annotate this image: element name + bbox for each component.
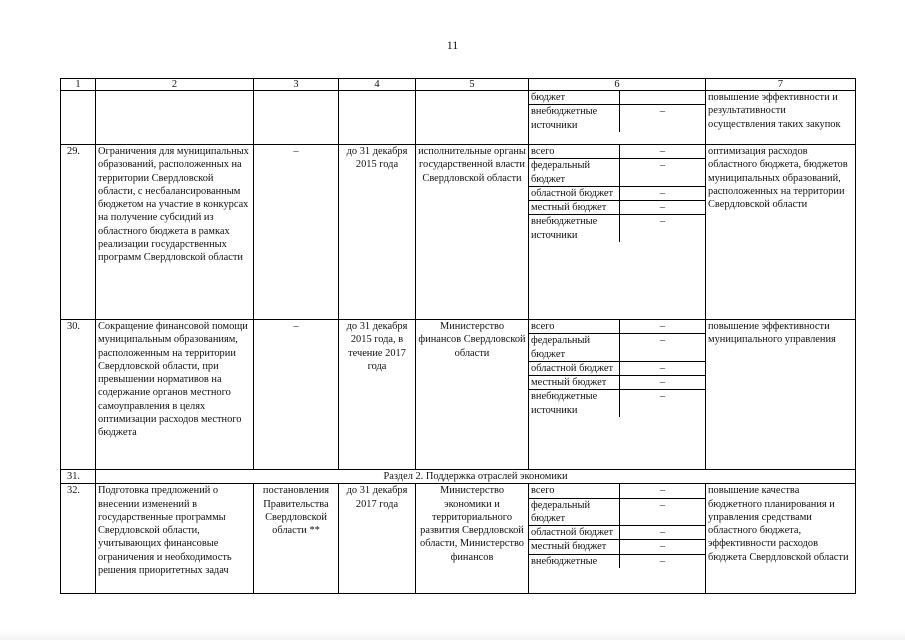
executor-cell: Министерство финансов Свердловской области	[416, 320, 529, 470]
source-value	[620, 91, 705, 105]
section-row	[61, 470, 856, 484]
measure-cell: Сокращение финансовой помощи муниципальным образованиям, расположенным на территории Свердловской области, при превышении нормативов на содержание органов местного самоуправления в целях оптимизации расходов местного бюджета	[96, 320, 254, 470]
source-value: –	[620, 540, 705, 554]
source-label: областной бюджет	[529, 526, 620, 540]
page-number: 11	[446, 38, 459, 52]
scan-edge	[0, 630, 905, 640]
source-value: –	[620, 105, 705, 132]
source-value: –	[620, 186, 705, 200]
row-number: 30.	[61, 320, 96, 470]
source-label: местный бюджет	[529, 201, 620, 215]
table-row	[61, 484, 856, 594]
source-label: всего	[529, 145, 620, 159]
source-label: внебюджетные источники	[531, 391, 598, 416]
header-cell: 7	[706, 79, 856, 91]
document-cell: –	[254, 145, 339, 320]
source-value: –	[620, 554, 705, 568]
source-label: областной бюджет	[529, 186, 620, 200]
executor-cell: исполнительные органы государственной власти Свердловской области	[416, 145, 529, 320]
funding-sources-cell	[529, 484, 706, 594]
source-label: федеральный бюджет	[529, 159, 620, 187]
source-value: –	[620, 390, 705, 417]
table-header-row	[61, 79, 856, 91]
source-label: внебюджетные источники	[531, 216, 598, 241]
source-label: областной бюджет	[529, 361, 620, 375]
source-value: –	[620, 320, 705, 334]
result-cell: повышение эффективности и результативности осуществления таких закупок	[706, 91, 856, 145]
funding-sources-cell	[529, 320, 706, 470]
deadline-cell: до 31 декабря 2017 года	[339, 484, 416, 594]
table-row	[61, 91, 856, 145]
header-cell: 6	[529, 79, 706, 91]
result-cell: оптимизация расходов областного бюджета, бюджетов муниципальных образований, расположенных на территории Свердловской области	[706, 145, 856, 320]
measure-cell: Подготовка предложений о внесении изменений в государственные программы Свердловской области, учитывающих финансовые ограничения и необходимость решения приоритетных задач	[96, 484, 254, 594]
table-row	[61, 320, 856, 470]
header-cell: 5	[416, 79, 529, 91]
result-cell: повышение качества бюджетного планирования и управления средствами областного бюджета, эффективности расходов бюджета Свердловской области	[706, 484, 856, 594]
source-value: –	[620, 361, 705, 375]
source-value: –	[620, 376, 705, 390]
row-number: 29.	[61, 145, 96, 320]
source-value: –	[620, 159, 705, 187]
row-number: 32.	[61, 484, 96, 594]
source-label: местный бюджет	[529, 540, 620, 554]
source-label: бюджет	[529, 91, 620, 105]
source-label: внебюджетные источники	[531, 106, 598, 131]
measure-cell: Ограничения для муниципальных образований, расположенных на территории Свердловской области, с несбалансированным бюджетом на участие в конкурсах на получение субсидий из областного бюджета в рамках реализации государственных программ Свердловской области	[96, 145, 254, 320]
header-cell: 1	[61, 79, 96, 91]
funding-sources-cell	[529, 145, 706, 320]
section-title: Раздел 2. Поддержка отраслей экономики	[96, 470, 856, 484]
document-cell: –	[254, 320, 339, 470]
source-label: местный бюджет	[529, 376, 620, 390]
executor-cell: Министерство экономики и территориального развития Свердловской области, Министерство финансов	[416, 484, 529, 594]
measures-table	[60, 78, 856, 594]
source-label: федеральный бюджет	[529, 334, 620, 362]
funding-sources-cell	[529, 91, 706, 145]
header-cell: 3	[254, 79, 339, 91]
source-label: федеральный бюджет	[529, 498, 620, 526]
source-value: –	[620, 526, 705, 540]
header-cell: 4	[339, 79, 416, 91]
source-label: всего	[529, 484, 620, 498]
source-value: –	[620, 145, 705, 159]
document-cell: постановления Правительства Свердловской области **	[254, 484, 339, 594]
result-cell: повышение эффективности муниципального управления	[706, 320, 856, 470]
source-value: –	[620, 484, 705, 498]
source-label: всего	[529, 320, 620, 334]
table-row	[61, 145, 856, 320]
deadline-cell: до 31 декабря 2015 года, в течение 2017 года	[339, 320, 416, 470]
deadline-cell: до 31 декабря 2015 года	[339, 145, 416, 320]
source-value: –	[620, 498, 705, 526]
source-value: –	[620, 334, 705, 362]
row-number: 31.	[61, 470, 96, 484]
source-value: –	[620, 201, 705, 215]
header-cell: 2	[96, 79, 254, 91]
source-label: внебюджетные	[531, 555, 598, 567]
source-value: –	[620, 215, 705, 242]
